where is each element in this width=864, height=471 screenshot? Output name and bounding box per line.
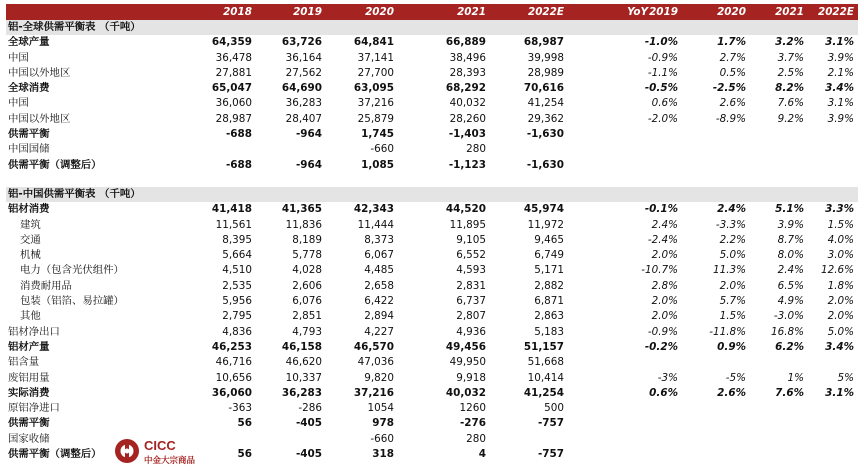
value-cell: 66,889 [445, 36, 486, 49]
table-row [6, 96, 858, 111]
yoy-cell: 2.6% [717, 386, 746, 399]
table-row [6, 218, 858, 233]
section-title: 铝-中国供需平衡表 （千吨） [8, 187, 141, 200]
yoy-cell: -2.5% [712, 82, 746, 95]
value-cell: -660 [370, 432, 394, 445]
value-cell: -405 [295, 448, 322, 461]
row-label: 中国 [8, 97, 29, 110]
yoy-cell: 2.5% [777, 66, 804, 79]
value-cell: 68,987 [523, 36, 564, 49]
value-cell: 1,085 [361, 158, 394, 171]
yoy-cell: 1.5% [827, 218, 854, 231]
yoy-cell: 3.9% [777, 218, 804, 231]
value-cell: 2,831 [456, 279, 486, 292]
header-yoy-label: YoY [627, 6, 648, 18]
value-cell: 5,171 [534, 264, 564, 277]
value-cell: 27,700 [357, 66, 394, 79]
value-cell: 6,067 [364, 249, 394, 262]
value-cell: 2,658 [364, 279, 394, 292]
yoy-cell: 3.1% [825, 386, 854, 399]
yoy-cell: 7.6% [777, 97, 804, 110]
value-cell: 42,343 [353, 203, 394, 216]
header-year: 2021 [457, 6, 486, 18]
table-row [6, 248, 858, 263]
table-row [6, 371, 858, 386]
value-cell: 41,254 [523, 386, 564, 399]
yoy-cell: -1.0% [644, 36, 678, 49]
row-label: 中国 [8, 51, 29, 64]
yoy-cell: 4.0% [827, 233, 854, 246]
value-cell: 10,414 [527, 371, 564, 384]
row-label: 交通 [20, 233, 41, 246]
row-label: 铝含量 [8, 356, 40, 369]
yoy-cell: 3.9% [827, 112, 854, 125]
table-row [6, 127, 858, 142]
yoy-cell: 5.0% [719, 249, 746, 262]
yoy-cell: 8.2% [775, 82, 804, 95]
table-row [6, 340, 858, 355]
row-label: 国家收储 [8, 432, 50, 445]
row-label: 原铝净进口 [8, 402, 60, 415]
value-cell: 63,095 [353, 82, 394, 95]
value-cell: -964 [295, 128, 322, 141]
value-cell: 51,157 [523, 340, 564, 353]
value-cell: 2,863 [534, 310, 564, 323]
value-cell: 280 [466, 432, 486, 445]
value-cell: 8,189 [292, 233, 322, 246]
table-row [6, 355, 858, 370]
value-cell: 63,726 [281, 36, 322, 49]
value-cell: 46,253 [211, 340, 252, 353]
yoy-cell: 1.8% [827, 279, 854, 292]
value-cell: 47,036 [357, 356, 394, 369]
yoy-cell: -11.8% [709, 325, 746, 338]
value-cell: 70,616 [523, 82, 564, 95]
yoy-cell: 2.0% [827, 310, 854, 323]
yoy-cell: -0.1% [644, 203, 678, 216]
yoy-cell: 2.0% [651, 310, 678, 323]
row-label: 全球消费 [8, 82, 50, 95]
value-cell: 10,337 [285, 371, 322, 384]
value-cell: -688 [225, 158, 252, 171]
value-cell: 46,716 [215, 356, 252, 369]
yoy-cell: -3.3% [715, 218, 746, 231]
value-cell: 37,216 [353, 386, 394, 399]
yoy-cell: 1.5% [719, 310, 746, 323]
value-cell: 6,552 [456, 249, 486, 262]
value-cell: 41,254 [527, 97, 564, 110]
yoy-cell: 3.9% [827, 51, 854, 64]
value-cell: -688 [225, 128, 252, 141]
header-yoy-year: 2022E [817, 6, 854, 18]
yoy-cell: 2.0% [651, 249, 678, 262]
value-cell: 978 [372, 417, 394, 430]
value-cell: 65,047 [211, 82, 252, 95]
yoy-cell: -2.0% [647, 112, 678, 125]
value-cell: 500 [544, 402, 564, 415]
table-row [6, 112, 858, 127]
yoy-cell: 9.2% [777, 112, 804, 125]
value-cell: 36,283 [285, 97, 322, 110]
value-cell: 64,841 [353, 36, 394, 49]
yoy-cell: 6.2% [775, 340, 804, 353]
table-row [6, 233, 858, 248]
table-row [6, 35, 858, 50]
row-label: 中国国储 [8, 143, 50, 156]
value-cell: 10,656 [215, 371, 252, 384]
yoy-cell: 5% [837, 371, 854, 384]
value-cell: -964 [295, 158, 322, 171]
value-cell: 2,882 [534, 279, 564, 292]
yoy-cell: 16.8% [770, 325, 804, 338]
section-title: 铝-全球供需平衡表 （千吨） [8, 21, 141, 33]
table-row [6, 401, 858, 416]
value-cell: 40,032 [449, 97, 486, 110]
row-label: 建筑 [20, 218, 41, 231]
yoy-cell: 3.1% [827, 97, 854, 110]
value-cell: -363 [228, 402, 252, 415]
value-cell: 9,820 [364, 371, 394, 384]
value-cell: 28,393 [449, 66, 486, 79]
value-cell: 11,972 [527, 218, 564, 231]
yoy-cell: 3.0% [827, 249, 854, 262]
row-label: 供需平衡 [8, 417, 50, 430]
value-cell: 36,060 [215, 97, 252, 110]
value-cell: -1,630 [526, 158, 564, 171]
table-row [6, 294, 858, 309]
value-cell: 6,737 [456, 295, 486, 308]
yoy-cell: 2.0% [719, 279, 746, 292]
yoy-cell: -2.4% [647, 233, 678, 246]
row-label: 废铝用量 [8, 371, 50, 384]
value-cell: -405 [295, 417, 322, 430]
china-section-title-row [6, 187, 858, 202]
yoy-cell: 8.0% [777, 249, 804, 262]
yoy-cell: 2.7% [719, 51, 746, 64]
value-cell: 40,032 [445, 386, 486, 399]
table-row [6, 325, 858, 340]
value-cell: 46,570 [353, 340, 394, 353]
value-cell: 6,871 [534, 295, 564, 308]
value-cell: 11,895 [449, 218, 486, 231]
yoy-cell: 3.7% [777, 51, 804, 64]
value-cell: 36,164 [285, 51, 322, 64]
value-cell: 2,807 [456, 310, 486, 323]
table-row [6, 386, 858, 401]
table-row [6, 416, 858, 431]
value-cell: 49,950 [449, 356, 486, 369]
row-label: 供需平衡（调整后） [8, 158, 102, 171]
value-cell: 36,478 [215, 51, 252, 64]
value-cell: 56 [237, 448, 252, 461]
row-label: 供需平衡 [8, 128, 50, 141]
yoy-cell: -0.2% [644, 340, 678, 353]
yoy-cell: -0.9% [647, 51, 678, 64]
value-cell: 9,918 [456, 371, 486, 384]
balance-table [6, 4, 858, 462]
yoy-cell: 3.4% [825, 82, 854, 95]
yoy-cell: 3.3% [825, 203, 854, 216]
value-cell: 6,422 [364, 295, 394, 308]
logo-text-cn: 中金大宗商品 [144, 456, 196, 466]
table-row [6, 81, 858, 96]
logo-text-en: CICC [144, 438, 176, 453]
value-cell: -1,403 [448, 128, 486, 141]
section-spacer [6, 173, 858, 187]
global-table-body [6, 35, 858, 173]
value-cell: 4,936 [456, 325, 486, 338]
value-cell: 28,260 [449, 112, 486, 125]
yoy-cell: 2.4% [651, 218, 678, 231]
cicc-logo [114, 437, 210, 467]
yoy-cell: -0.9% [647, 325, 678, 338]
value-cell: 2,795 [222, 310, 252, 323]
value-cell: -757 [537, 417, 564, 430]
row-label: 中国以外地区 [8, 66, 71, 79]
value-cell: 39,998 [527, 51, 564, 64]
value-cell: 4,510 [222, 264, 252, 277]
header-yoy-year: 2021 [775, 6, 804, 18]
cicc-logo-icon [114, 438, 140, 464]
value-cell: 8,373 [364, 233, 394, 246]
yoy-cell: 0.9% [717, 340, 746, 353]
value-cell: 29,362 [527, 112, 564, 125]
yoy-cell: 6.5% [777, 279, 804, 292]
yoy-cell: 3.1% [825, 36, 854, 49]
value-cell: 9,465 [534, 233, 564, 246]
value-cell: 51,668 [527, 356, 564, 369]
yoy-cell: 2.4% [777, 264, 804, 277]
value-cell: 5,956 [222, 295, 252, 308]
row-label: 消费耐用品 [20, 279, 72, 292]
yoy-cell: 2.0% [827, 295, 854, 308]
value-cell: 4,593 [456, 264, 486, 277]
value-cell: 28,407 [285, 112, 322, 125]
value-cell: 4,028 [292, 264, 322, 277]
value-cell: -276 [459, 417, 486, 430]
value-cell: 5,183 [534, 325, 564, 338]
table-row [6, 51, 858, 66]
value-cell: 25,879 [357, 112, 394, 125]
table-row [6, 142, 858, 157]
row-label: 中国以外地区 [8, 112, 71, 125]
value-cell: 45,974 [523, 203, 564, 216]
header-yoy-year: 2019 [649, 6, 678, 18]
yoy-cell: 2.6% [719, 97, 746, 110]
header-year: 2022E [527, 6, 564, 18]
yoy-cell: 5.1% [775, 203, 804, 216]
value-cell: 6,076 [292, 295, 322, 308]
header-year: 2020 [365, 6, 394, 18]
table-row [6, 279, 858, 294]
value-cell: 4,793 [292, 325, 322, 338]
value-cell: 5,664 [222, 249, 252, 262]
value-cell: 9,105 [456, 233, 486, 246]
row-label: 铝材消费 [8, 203, 50, 216]
yoy-cell: -1.1% [647, 66, 678, 79]
value-cell: 44,520 [445, 203, 486, 216]
row-label: 实际消费 [8, 386, 50, 399]
value-cell: 68,292 [445, 82, 486, 95]
row-label: 供需平衡（调整后） [8, 448, 102, 461]
global-section-title-row [6, 20, 858, 35]
value-cell: 49,456 [445, 340, 486, 353]
row-label: 电力（包含光伏组件） [20, 264, 124, 277]
yoy-cell: -3.0% [773, 310, 804, 323]
table-row [6, 202, 858, 217]
value-cell: 2,606 [292, 279, 322, 292]
row-label: 其他 [20, 310, 41, 323]
value-cell: 28,989 [527, 66, 564, 79]
value-cell: 41,365 [281, 203, 322, 216]
value-cell: 27,562 [285, 66, 322, 79]
value-cell: 37,216 [357, 97, 394, 110]
row-label: 全球产量 [8, 36, 50, 49]
value-cell: 11,444 [357, 218, 394, 231]
value-cell: 46,158 [281, 340, 322, 353]
value-cell: 1260 [459, 402, 486, 415]
table-row [6, 158, 858, 173]
yoy-cell: 1.7% [717, 36, 746, 49]
yoy-cell: 7.6% [775, 386, 804, 399]
yoy-cell: -0.5% [644, 82, 678, 95]
yoy-cell: 11.3% [712, 264, 746, 277]
yoy-cell: -5% [725, 371, 746, 384]
header-year: 2018 [223, 6, 252, 18]
value-cell: 4 [478, 448, 486, 461]
value-cell: 36,283 [281, 386, 322, 399]
value-cell: 37,141 [357, 51, 394, 64]
value-cell: 56 [237, 417, 252, 430]
value-cell: -660 [370, 143, 394, 156]
value-cell: -757 [537, 448, 564, 461]
value-cell: 36,060 [211, 386, 252, 399]
yoy-cell: -10.7% [641, 264, 678, 277]
value-cell: 28,987 [215, 112, 252, 125]
value-cell: 1,745 [361, 128, 394, 141]
yoy-cell: 4.9% [777, 295, 804, 308]
yoy-cell: 2.1% [827, 66, 854, 79]
value-cell: 8,395 [222, 233, 252, 246]
table-header-row [6, 4, 858, 20]
yoy-cell: 8.7% [777, 233, 804, 246]
yoy-cell: 0.5% [719, 66, 746, 79]
value-cell: -286 [298, 402, 322, 415]
value-cell: -1,630 [526, 128, 564, 141]
value-cell: 4,485 [364, 264, 394, 277]
header-yoy-year: 2020 [717, 6, 746, 18]
yoy-cell: 5.7% [719, 295, 746, 308]
yoy-cell: 0.6% [649, 386, 678, 399]
yoy-cell: 2.2% [719, 233, 746, 246]
table-row [6, 263, 858, 278]
table-row [6, 66, 858, 81]
value-cell: 27,881 [215, 66, 252, 79]
value-cell: 64,690 [281, 82, 322, 95]
yoy-cell: 3.2% [775, 36, 804, 49]
yoy-cell: 2.0% [651, 295, 678, 308]
table-row [6, 309, 858, 324]
value-cell: 1054 [367, 402, 394, 415]
value-cell: 2,851 [292, 310, 322, 323]
yoy-cell: -3% [657, 371, 678, 384]
yoy-cell: 3.4% [825, 340, 854, 353]
row-label: 铝材净出口 [8, 325, 60, 338]
yoy-cell: 0.6% [651, 97, 678, 110]
row-label: 铝材产量 [8, 340, 50, 353]
yoy-cell: -8.9% [715, 112, 746, 125]
yoy-cell: 5.0% [827, 325, 854, 338]
value-cell: 64,359 [211, 36, 252, 49]
value-cell: -1,123 [448, 158, 486, 171]
value-cell: 4,227 [364, 325, 394, 338]
row-label: 包装（铝箔、易拉罐） [20, 295, 124, 308]
value-cell: 41,418 [211, 203, 252, 216]
header-year: 2019 [293, 6, 322, 18]
yoy-cell: 12.6% [820, 264, 854, 277]
row-label: 机械 [20, 249, 41, 262]
value-cell: 46,620 [285, 356, 322, 369]
value-cell: 38,496 [449, 51, 486, 64]
yoy-cell: 1% [787, 371, 804, 384]
value-cell: 11,561 [215, 218, 252, 231]
yoy-cell: 2.8% [651, 279, 678, 292]
value-cell: 4,836 [222, 325, 252, 338]
value-cell: 2,894 [364, 310, 394, 323]
value-cell: 318 [372, 448, 394, 461]
value-cell: 11,836 [285, 218, 322, 231]
value-cell: 5,778 [292, 249, 322, 262]
china-table-body [6, 202, 858, 462]
value-cell: 280 [466, 143, 486, 156]
value-cell: 6,749 [534, 249, 564, 262]
yoy-cell: 2.4% [717, 203, 746, 216]
value-cell: 2,535 [222, 279, 252, 292]
